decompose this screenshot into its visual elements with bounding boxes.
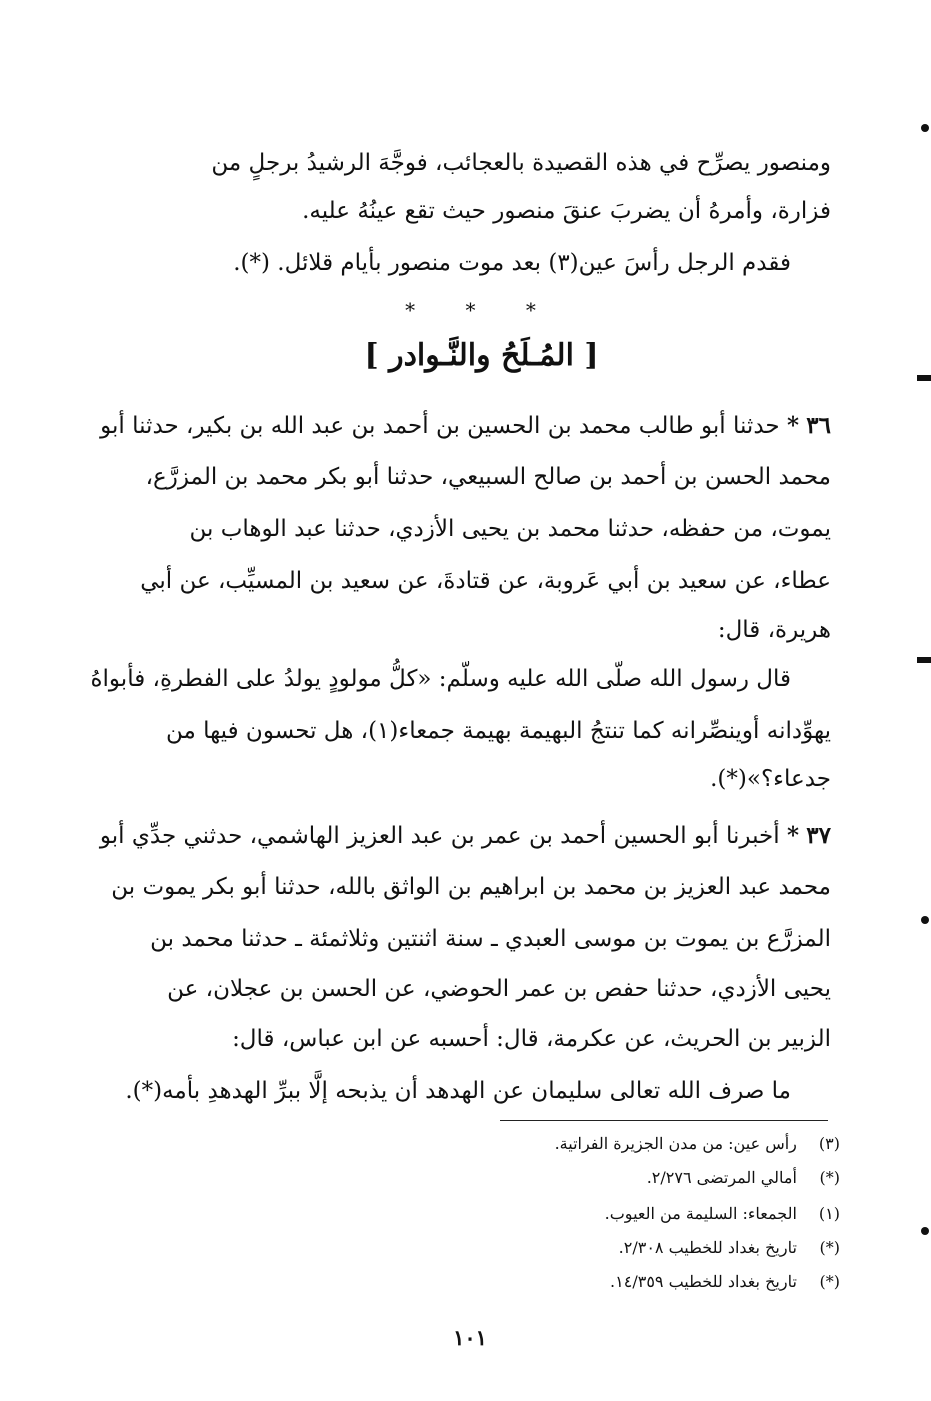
separator-stars: * * * <box>405 298 558 322</box>
scan-mark <box>921 124 929 132</box>
scan-mark <box>921 1227 929 1235</box>
hadith-37 <box>99 822 831 1062</box>
isnad-line: هريرة، قال: <box>717 617 831 643</box>
matn-line: جدعاء؟»(*). <box>710 766 831 792</box>
star-icon: * <box>786 412 799 439</box>
star-icon: * <box>786 822 799 849</box>
footnote-text: أمالي المرتضى ٢/٢٧٦. <box>646 1168 797 1187</box>
footnotes <box>450 1134 840 1304</box>
footnote <box>619 1238 840 1257</box>
hadith-36-matn <box>90 666 831 806</box>
matn-line: يهوِّدانه أوينصِّرانه كما تنتجُ البهيمة بهيمة جمعاء(١)، هل تحسون فيها من <box>165 718 831 744</box>
isnad-text: أخبرنا أبو الحسين أحمد بن عمر بن عبد العزيز الهاشمي، حدثني جدِّي أبو <box>99 823 780 849</box>
isnad-line: الزبير بن الحريث، عن عكرمة، قال: أحسبه عن ابن عباس، قال: <box>232 1026 831 1052</box>
footnote-divider <box>500 1120 828 1121</box>
footnote-text: تاريخ بغداد للخطيب ١٤/٣٥٩. <box>610 1272 797 1291</box>
matn-line: قال رسول الله صلّى الله عليه وسلّم: «كلُّ مولودٍ يولدُ على الفطرةِ، فأبواهُ <box>90 666 791 692</box>
isnad-line: محمد الحسن بن أحمد بن صالح السبيعي، حدثنا أبو بكر محمد بن المزرَّع، <box>145 464 831 490</box>
section-heading: [ المُـلَحُ والنَّـوادر ] <box>364 338 599 373</box>
isnad-text: حدثنا أبو طالب محمد بن الحسين بن أحمد بن عبد الله بن بكير، حدثنا أبو <box>100 413 780 439</box>
scan-mark <box>917 375 931 381</box>
footnote <box>555 1134 840 1153</box>
hadith-number: ٣٧ <box>806 822 831 849</box>
isnad-line: عطاء، عن سعيد بن أبي عَروبة، عن قتادةَ، عن سعيد بن المسيِّب، عن أبي <box>140 568 831 594</box>
isnad-line: يحيى الأزدي، حدثنا حفص بن عمر الحوضي، عن الحسن بن عجلان، عن <box>167 976 831 1002</box>
body-line: فزارة، وأمرهُ أن يضربَ عنقَ منصور حيث تقع عينُهُ عليه. <box>302 198 831 224</box>
footnote-mark: (*) <box>819 1238 840 1257</box>
footnote <box>605 1204 840 1223</box>
footnote-text: رأس عين: من مدن الجزيرة الفراتية. <box>554 1134 797 1153</box>
hadith-37-matn <box>125 1078 831 1118</box>
hadith-first-line <box>100 412 831 439</box>
footnote <box>647 1168 840 1187</box>
footnote-mark: (*) <box>819 1272 840 1291</box>
footnote-mark: (*) <box>819 1168 840 1187</box>
scan-mark <box>917 657 931 663</box>
hadith-number: ٣٦ <box>806 412 831 439</box>
matn-line: ما صرف الله تعالى سليمان عن الهدهد أن يذبحه إلَّا ببرِّ الهدهدِ بأمه(*). <box>125 1078 791 1104</box>
body-line: فقدم الرجل رأسَ عين(٣) بعد موت منصور بأيام قلائل. (*). <box>233 250 791 276</box>
isnad-line: المزرَّع بن يموت بن موسى العبدي ـ سنة اثنتين وثلاثمئة ـ حدثنا محمد بن <box>150 926 831 952</box>
hadith-36 <box>100 412 831 652</box>
footnote-mark: (١) <box>818 1204 840 1223</box>
hadith-first-line <box>100 822 831 849</box>
page-number: ١٠١ <box>453 1325 487 1350</box>
body-line: ومنصور يصرِّح في هذه القصيدة بالعجائب، فوجَّهَ الرشيدُ برجلٍ من <box>211 150 831 176</box>
footnote <box>610 1272 840 1291</box>
footnote-text: تاريخ بغداد للخطيب ٢/٣٠٨. <box>618 1238 797 1257</box>
scan-mark <box>921 916 929 924</box>
isnad-line: محمد عبد العزيز بن محمد بن ابراهيم بن الواثق بالله، حدثنا أبو بكر يموت بن <box>111 874 831 900</box>
footnote-mark: (٣) <box>818 1134 840 1153</box>
footnote-text: الجمعاء: السليمة من العيوب. <box>604 1204 797 1223</box>
opening-paragraph <box>132 150 831 290</box>
isnad-line: يموت، من حفظه، حدثنا محمد بن يحيى الأزدي، حدثنا عبد الوهاب بن <box>189 516 831 542</box>
